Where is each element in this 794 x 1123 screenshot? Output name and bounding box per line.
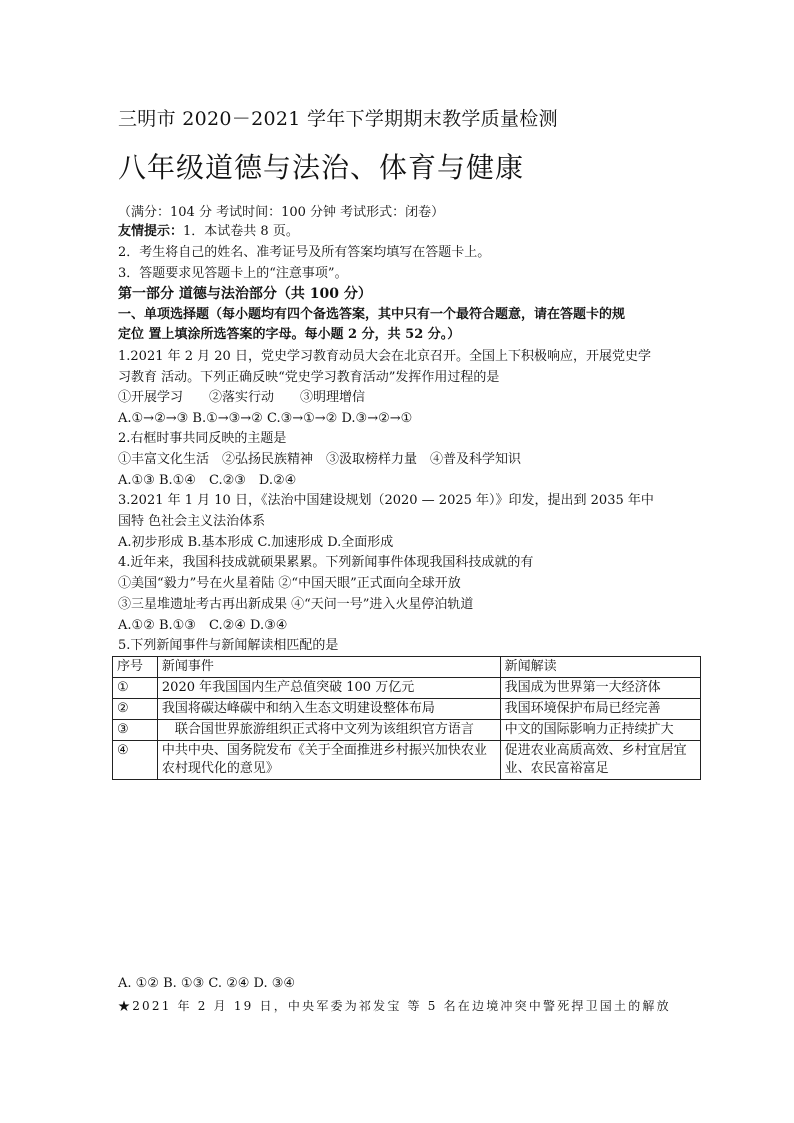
q1-items: ①开展学习 ②落实行动 ③明理增信 bbox=[118, 390, 366, 405]
q2-options: A.①③ B.①④ C.②③ D.②④ bbox=[118, 473, 297, 488]
tip-3: 3．答题要求见答题卡上的“注意事项”。 bbox=[118, 266, 348, 281]
q4-items2: ③三星堆遗址考古再出新成果 ④“天问一号”进入火星停泊轨道 bbox=[118, 597, 474, 612]
q5-line1: 5.下列新闻事件与新闻解读相匹配的是 bbox=[118, 638, 339, 653]
row-interp: 促进农业高质高效、乡村宜居宜业、农民富裕富足 bbox=[500, 741, 700, 780]
q1-options: A.①→②→③ B.①→③→② C.③→①→② D.③→②→① bbox=[118, 411, 413, 426]
header-no: 序号 bbox=[113, 657, 158, 678]
q3-options: A.初步形成 B.基本形成 C.加速形成 D.全面形成 bbox=[118, 535, 394, 550]
row-event: 中共中央、国务院发布《关于全面推进乡村振兴加快农业农村现代化的意见》 bbox=[157, 741, 500, 780]
row-interp: 我国环境保护布局已经完善 bbox=[500, 699, 700, 720]
row-no: ① bbox=[113, 678, 158, 699]
row-event: 我国将碳达峰碳中和纳入生态文明建设整体布局 bbox=[157, 699, 500, 720]
q2-line1: 2.右框时事共同反映的主题是 bbox=[118, 431, 287, 446]
table-row bbox=[113, 678, 701, 699]
table-header-row bbox=[113, 657, 701, 678]
row-no: ④ bbox=[113, 741, 158, 780]
q5-options: A. ①② B. ①③ C. ②④ D. ③④ bbox=[118, 976, 296, 991]
section-heading-line1: 一、单项选择题（每小题均有四个备选答案，其中只有一个最符合题意，请在答题卡的规 bbox=[118, 307, 626, 322]
q4-options: A.①② B.①③ C.②④ D.③④ bbox=[118, 618, 288, 633]
q4-items1: ①美国“毅力”号在火星着陆 ②“中国天眼”正式面向全球开放 bbox=[118, 576, 461, 591]
table-row bbox=[113, 720, 701, 741]
q1-line2: 习教育 活动。下列正确反映“党史学习教育活动”发挥作用过程的是 bbox=[118, 370, 500, 385]
row-interp: 我国成为世界第一大经济体 bbox=[500, 678, 700, 699]
section-heading-line2: 定位 置上填涂所选答案的字母。每小题 2 分，共 52 分。） bbox=[118, 327, 461, 342]
q2-items: ①丰富文化生活 ②弘扬民族精神 ③汲取榜样力量 ④普及科学知识 bbox=[118, 452, 522, 467]
table-row bbox=[113, 741, 701, 780]
row-event: 2020 年我国国内生产总值突破 100 万亿元 bbox=[157, 678, 500, 699]
row-event: 联合国世界旅游组织正式将中文列为该组织官方语言 bbox=[157, 720, 500, 741]
row-no: ③ bbox=[113, 720, 158, 741]
tip-2: 2．考生将自己的姓名、准考证号及所有答案均填写在答题卡上。 bbox=[118, 245, 491, 260]
exam-info: （满分：104 分 考试时间：100 分钟 考试形式：闭卷） bbox=[118, 205, 445, 220]
exam-title: 三明市 2020－2021 学年下学期期末教学质量检测 bbox=[118, 108, 558, 130]
part1-heading: 第一部分 道德与法治部分（共 100 分） bbox=[118, 286, 372, 302]
q1-line1: 1.2021 年 2 月 20 日，党史学习教育动员大会在北京召开。全国上下积极响应，开展党史学 bbox=[118, 349, 651, 364]
star-news-line: ★2021 年 2 月 19 日，中央军委为祁发宝 等 5 名在边境冲突中警死捍卫国土的解放 bbox=[118, 999, 671, 1013]
row-no: ② bbox=[113, 699, 158, 720]
tip-label: 友情提示： bbox=[118, 224, 184, 239]
q4-line1: 4.近年来，我国科技成就硕果累累。下列新闻事件体现我国科技成就的有 bbox=[118, 555, 534, 570]
tip-1: 1．本试卷共 8 页。 bbox=[183, 224, 299, 239]
header-interp: 新闻解读 bbox=[500, 657, 700, 678]
row-interp: 中文的国际影响力正持续扩大 bbox=[500, 720, 700, 741]
header-event: 新闻事件 bbox=[157, 657, 500, 678]
news-table bbox=[112, 656, 701, 780]
q3-line2: 国特 色社会主义法治体系 bbox=[118, 514, 266, 529]
q3-line1: 3.2021 年 1 月 10 日，《法治中国建设规划（2020 — 2025 年）》印发，提出到 2035 年中 bbox=[118, 493, 654, 508]
subject-title: 八年级道德与法治、体育与健康 bbox=[118, 151, 525, 184]
table-row bbox=[113, 699, 701, 720]
tip-line-1 bbox=[118, 222, 299, 242]
